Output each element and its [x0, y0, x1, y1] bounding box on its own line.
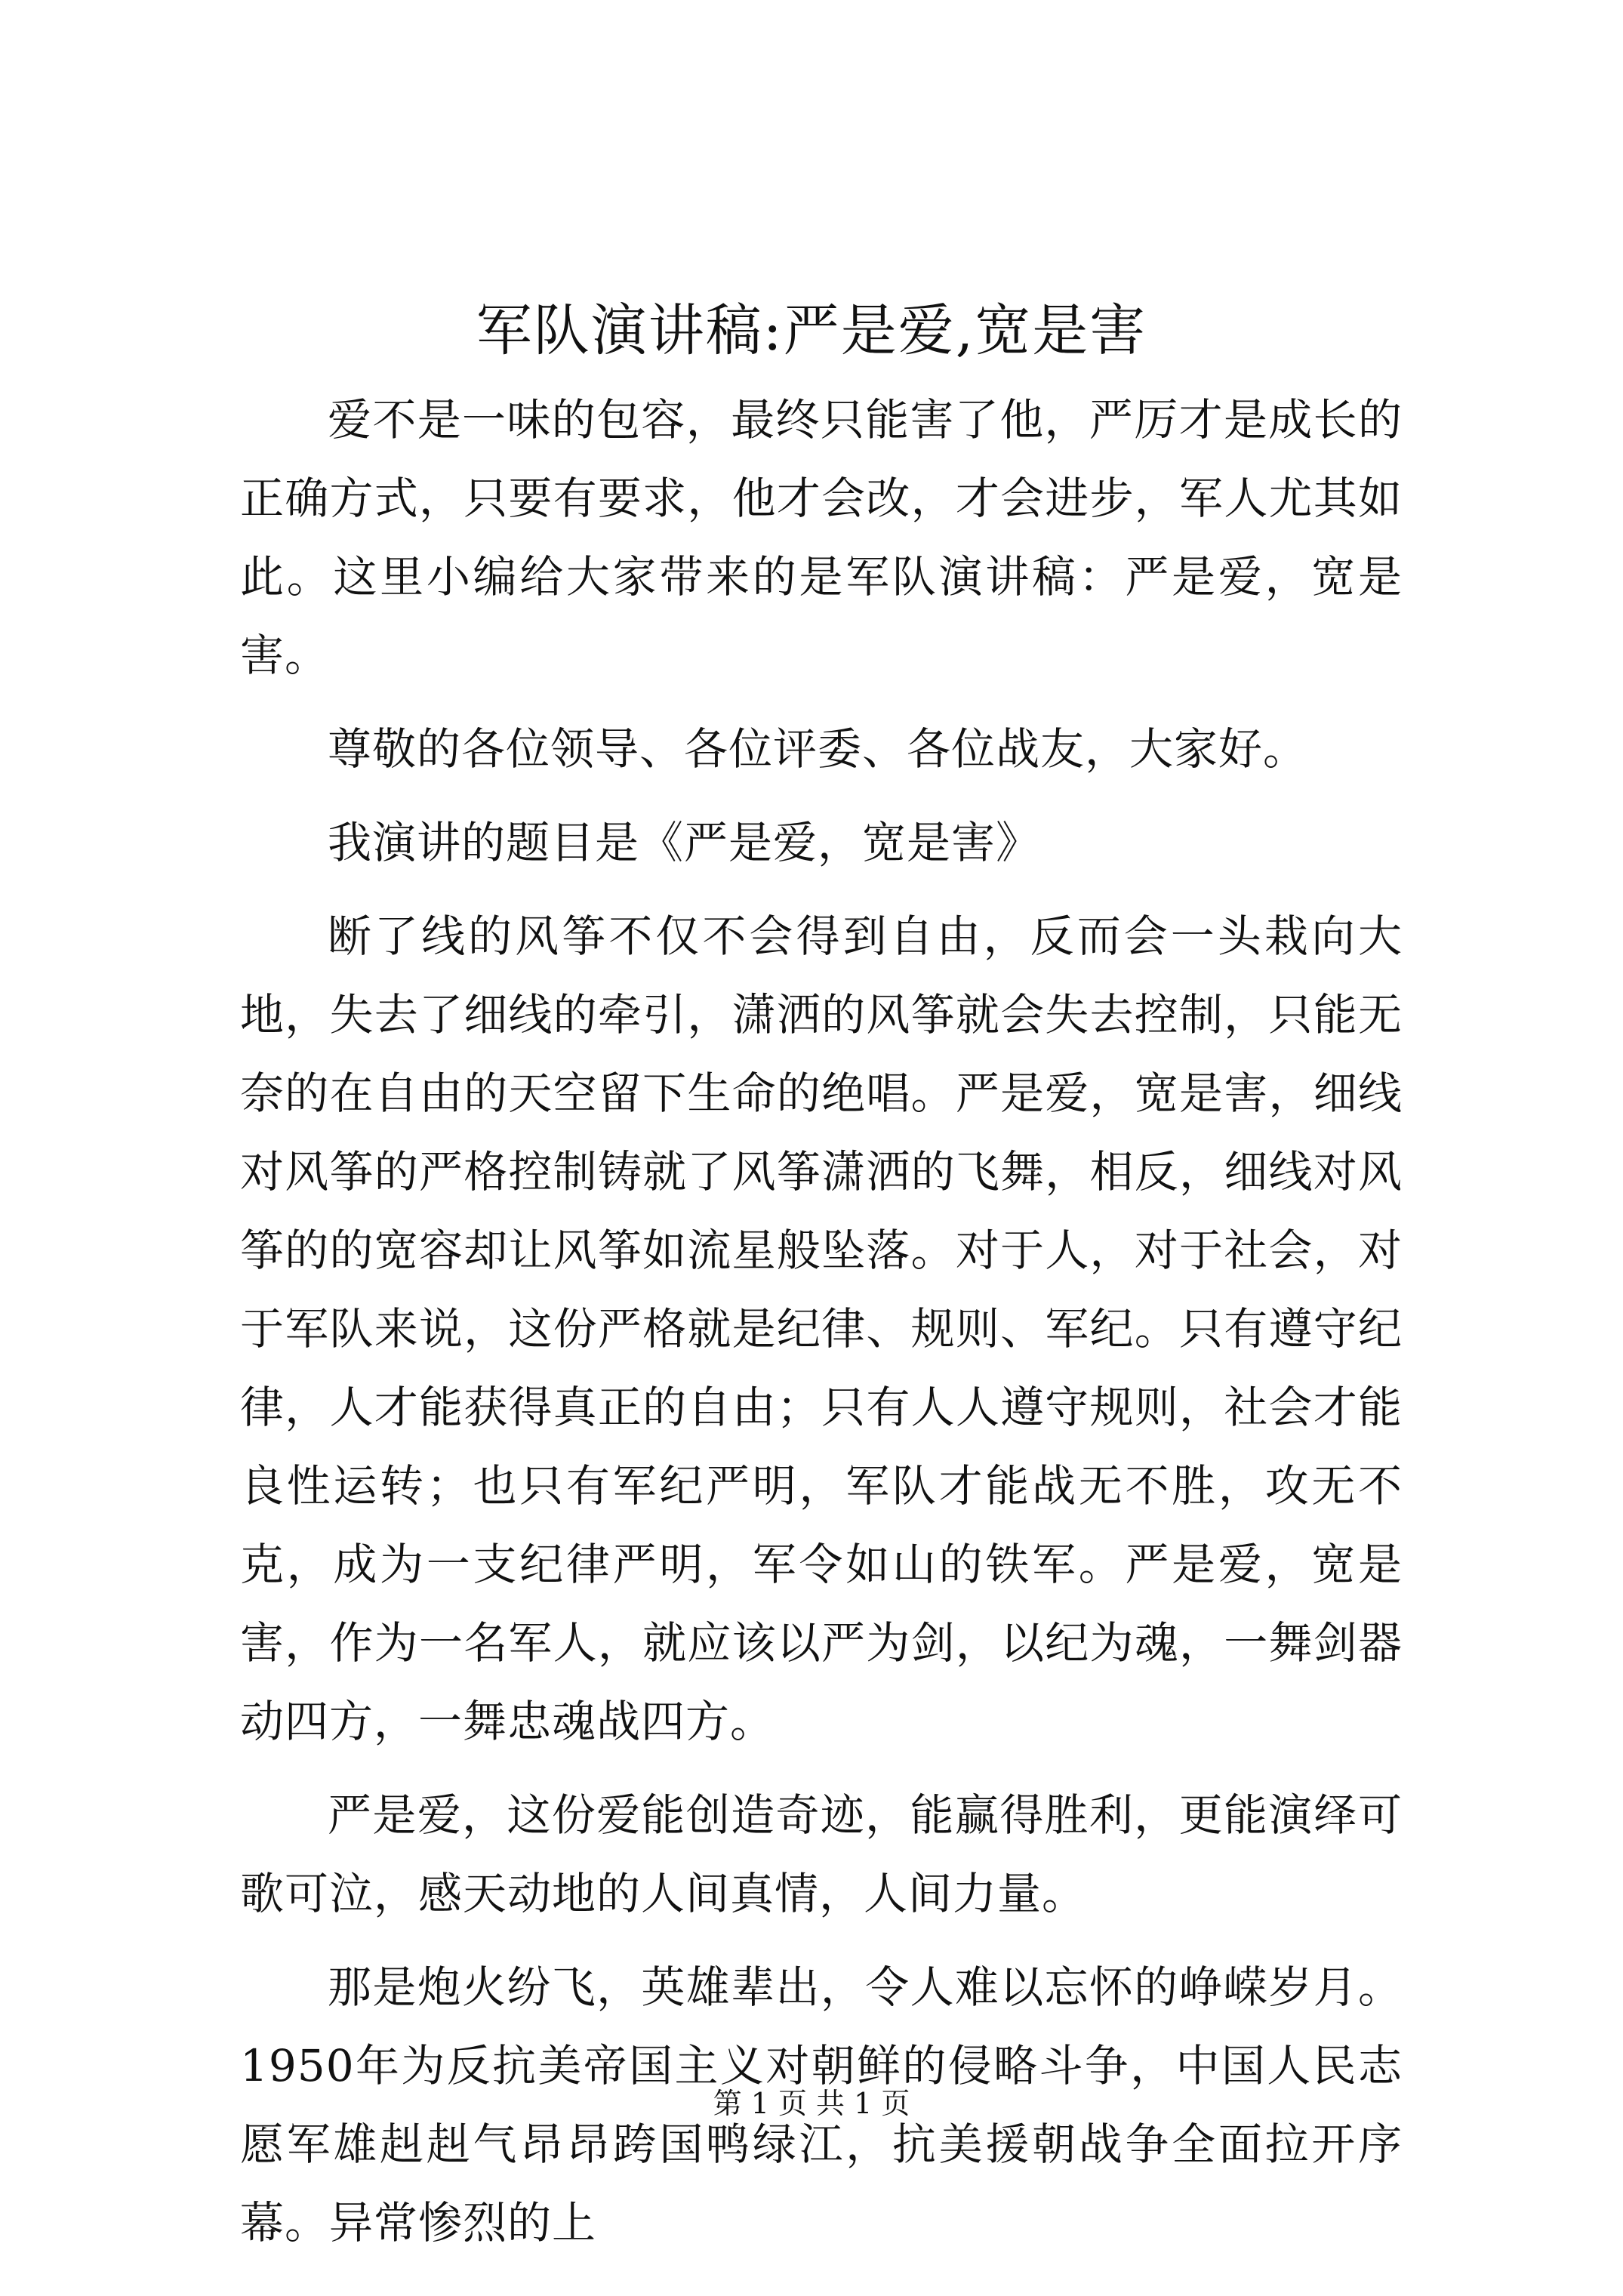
paragraph-history: 那是炮火纷飞，英雄辈出，令人难以忘怀的峥嵘岁月。1950年为反抗美帝国主义对朝鲜的侵略斗争，中国人民志愿军雄赳赳气昂昂跨国鸭绿江，抗美援朝战争全面拉开序幕。异常惨烈的上 [240, 1962, 1403, 2248]
paragraph-greeting: 尊敬的各位领导、各位评委、各位战友，大家好。 [328, 723, 1308, 775]
document-title: 军队演讲稿:严是爱,宽是害 [476, 298, 1147, 363]
paragraph-intro: 爱不是一味的包容，最终只能害了他，严厉才是成长的正确方式，只要有要求，他才会改，才会进步，军人尤其如此。这里小编给大家带来的是军队演讲稿：严是爱，宽是害。 [240, 394, 1403, 681]
page-number-footer: 第 1 页 共 1 页 [713, 2087, 910, 2120]
paragraph-kite: 断了线的风筝不仅不会得到自由，反而会一头栽向大地，失去了细线的牵引，潇洒的风筝就会失去控制，只能无奈的在自由的天空留下生命的绝唱。严是爱，宽是害，细线对风筝的严格控制铸就了风筝潇洒的飞舞，相反，细线对风筝的的宽容却让风筝如流星般坠落。对于人，对于社会，对于军队来说，这份严格就是纪律、规则、军纪。只有遵守纪律，人才能获得真正的自由；只有人人遵守规则，社会才能良性运转；也只有军纪严明，军队才能战无不胜，攻无不克，成为一支纪律严明，军令如山的铁军。严是爱，宽是害，作为一名军人，就应该以严为剑，以纪为魂，一舞剑器动四方，一舞忠魂战四方。 [240, 911, 1403, 1747]
document-body [240, 381, 1403, 2262]
paragraph-love: 严是爱，这份爱能创造奇迹，能赢得胜利，更能演绎可歌可泣，感天动地的人间真情，人间力量。 [240, 1789, 1403, 1919]
paragraph-topic: 我演讲的题目是《严是爱，宽是害》 [328, 817, 1041, 868]
